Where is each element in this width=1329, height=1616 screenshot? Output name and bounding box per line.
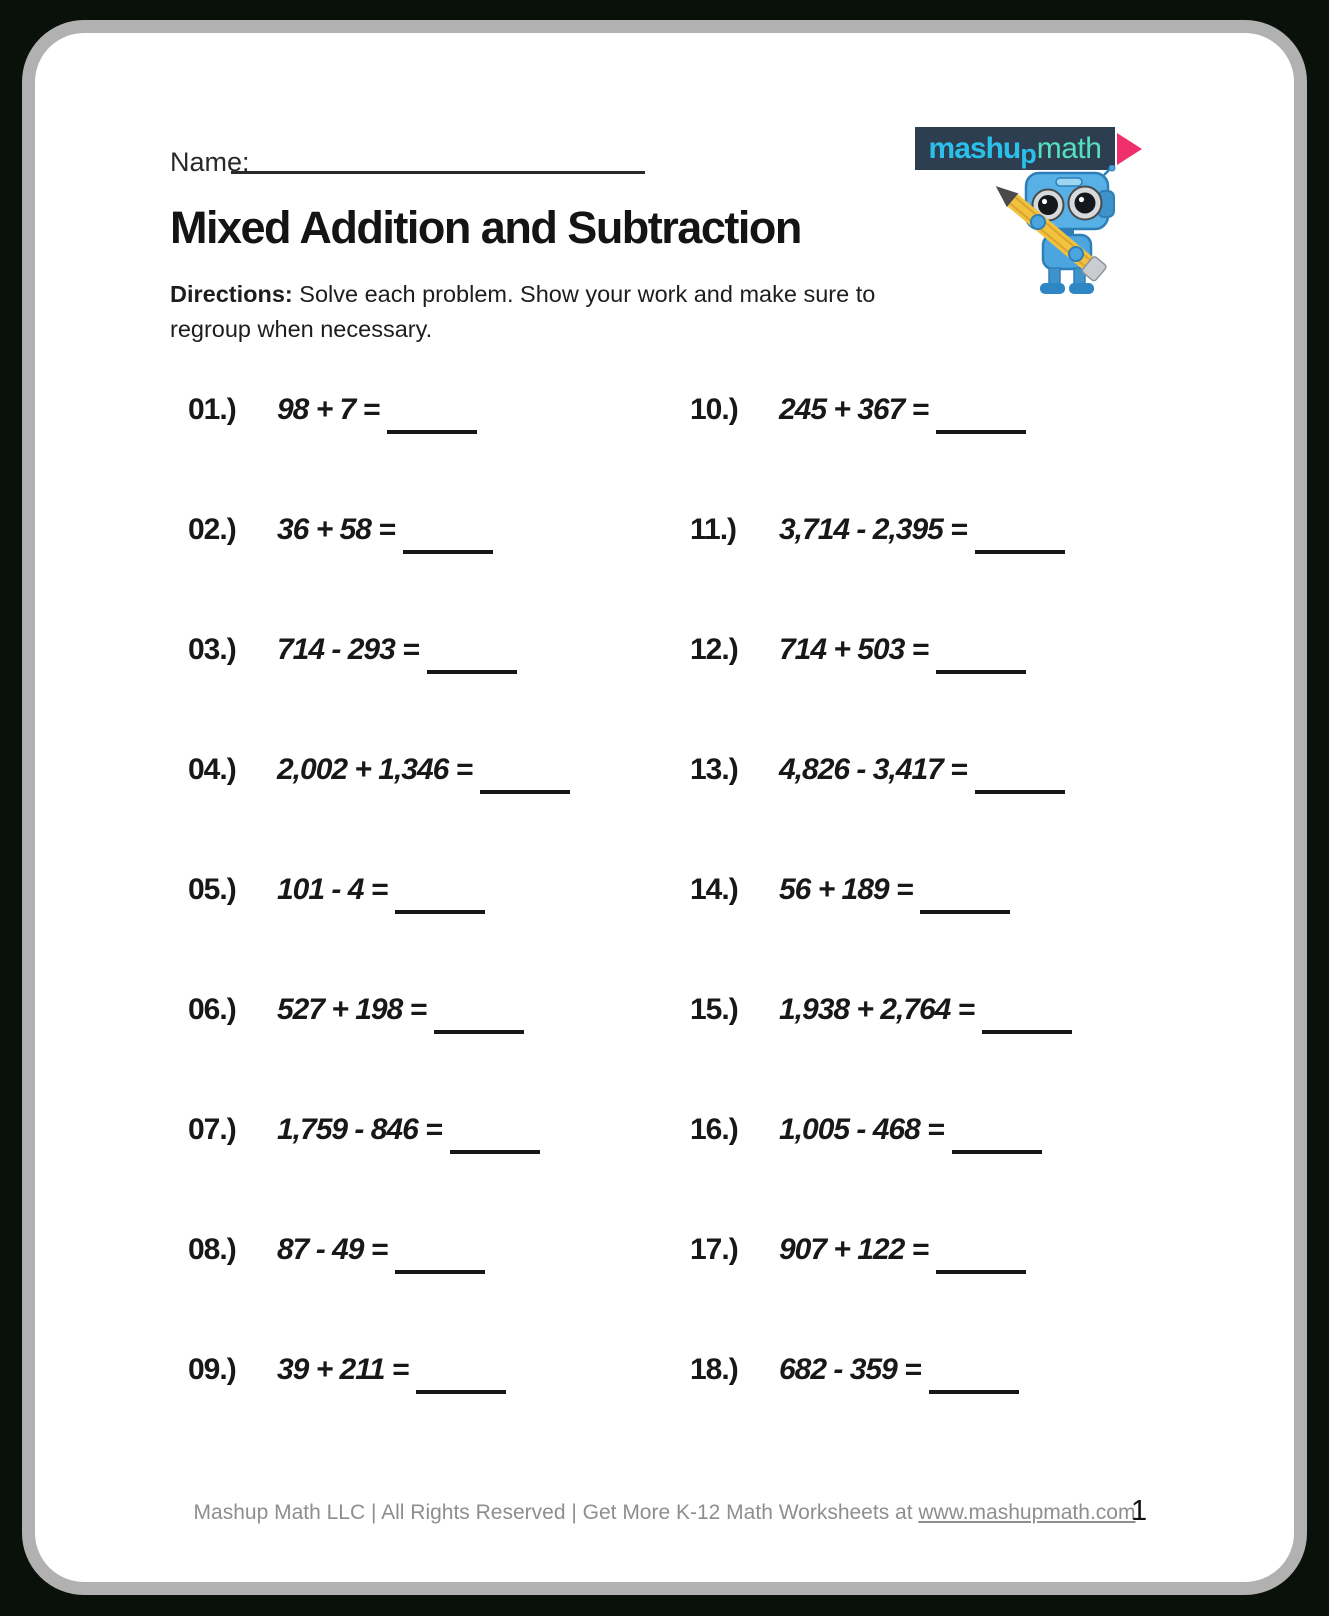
problem-row [690, 1233, 1072, 1353]
problems-column-left [188, 393, 570, 1473]
problem-row [690, 633, 1072, 753]
problem-row [188, 753, 570, 873]
problem-expression: 907 + 122 = [779, 1233, 929, 1266]
problem-expression: 101 - 4 = [277, 873, 388, 906]
problem-row [188, 993, 570, 1113]
problem-expression: 682 - 359 = [779, 1353, 921, 1386]
problem-number: 14.) [690, 873, 738, 906]
problem-row [690, 753, 1072, 873]
answer-blank[interactable] [395, 1233, 485, 1274]
problem-number: 07.) [188, 1113, 236, 1146]
problem-row [188, 513, 570, 633]
footer-link[interactable]: www.mashupmath.com [918, 1501, 1136, 1524]
answer-blank[interactable] [936, 1233, 1026, 1274]
problem-number: 08.) [188, 1233, 236, 1266]
page-title: Mixed Addition and Subtraction [170, 202, 801, 253]
problem-expression: 1,759 - 846 = [277, 1113, 442, 1146]
name-line[interactable] [231, 143, 645, 174]
problem-number: 06.) [188, 993, 236, 1026]
problem-number: 15.) [690, 993, 738, 1026]
answer-blank[interactable] [403, 513, 493, 554]
problem-row [690, 1113, 1072, 1233]
answer-blank[interactable] [975, 753, 1065, 794]
problem-row [188, 1113, 570, 1233]
answer-blank[interactable] [387, 393, 477, 434]
problem-expression: 56 + 189 = [779, 873, 913, 906]
problem-expression: 527 + 198 = [277, 993, 427, 1026]
problem-number: 02.) [188, 513, 236, 546]
directions-label: Directions: [170, 281, 293, 307]
problem-expression: 245 + 367 = [779, 393, 929, 426]
answer-blank[interactable] [929, 1353, 1019, 1394]
problem-row [188, 393, 570, 513]
problem-expression: 714 - 293 = [277, 633, 419, 666]
problem-number: 18.) [690, 1353, 738, 1386]
problem-number: 01.) [188, 393, 236, 426]
problem-expression: 4,826 - 3,417 = [779, 753, 967, 786]
problem-expression: 36 + 58 = [277, 513, 395, 546]
problem-number: 11.) [690, 513, 737, 546]
problem-row [690, 873, 1072, 993]
problem-expression: 2,002 + 1,346 = [277, 753, 473, 786]
problem-expression: 3,714 - 2,395 = [779, 513, 967, 546]
logo-text-mashu: mashu [928, 131, 1021, 165]
name-label: Name: [170, 147, 250, 177]
problem-number: 13.) [690, 753, 738, 786]
problem-expression: 87 - 49 = [277, 1233, 388, 1266]
answer-blank[interactable] [936, 393, 1026, 434]
answer-blank[interactable] [416, 1353, 506, 1394]
problem-expression: 39 + 211 = [277, 1353, 409, 1386]
problem-row [690, 513, 1072, 633]
problem-row [188, 873, 570, 993]
problem-number: 03.) [188, 633, 236, 666]
problem-number: 16.) [690, 1113, 738, 1146]
problem-row [690, 1353, 1072, 1473]
worksheet-page [22, 20, 1307, 1595]
problem-number: 09.) [188, 1353, 236, 1386]
problem-row [690, 393, 1072, 513]
problem-expression: 1,938 + 2,764 = [779, 993, 975, 1026]
problem-expression: 98 + 7 = [277, 393, 380, 426]
answer-blank[interactable] [434, 993, 524, 1034]
problem-expression: 714 + 503 = [779, 633, 929, 666]
problem-row [188, 1353, 570, 1473]
problem-number: 05.) [188, 873, 236, 906]
answer-blank[interactable] [395, 873, 485, 914]
problem-number: 12.) [690, 633, 738, 666]
answer-blank[interactable] [450, 1113, 540, 1154]
mashupmath-logo [915, 127, 1115, 170]
answer-blank[interactable] [982, 993, 1072, 1034]
footer-text: Mashup Math LLC | All Rights Reserved | Get More K-12 Math Worksheets at www.mashupmath.com [193, 1501, 1136, 1524]
answer-blank[interactable] [952, 1113, 1042, 1154]
problem-number: 10.) [690, 393, 738, 426]
problem-expression: 1,005 - 468 = [779, 1113, 944, 1146]
problem-row [188, 1233, 570, 1353]
logo-text-math: math [1036, 131, 1102, 165]
problem-number: 04.) [188, 753, 236, 786]
answer-blank[interactable] [480, 753, 570, 794]
robot-mascot-image [988, 165, 1130, 301]
page-number: 1 [1131, 1495, 1148, 1527]
problem-row [188, 633, 570, 753]
answer-blank[interactable] [427, 633, 517, 674]
answer-blank[interactable] [936, 633, 1026, 674]
problem-number: 17.) [690, 1233, 738, 1266]
answer-blank[interactable] [975, 513, 1065, 554]
play-triangle-icon [1117, 133, 1142, 165]
directions-text: Directions: Solve each problem. Show your work and make sure to regroup when necessary. [170, 281, 876, 342]
answer-blank[interactable] [920, 873, 1010, 914]
problems-column-right [690, 393, 1072, 1473]
problem-row [690, 993, 1072, 1113]
logo-text-p: p [1020, 139, 1037, 169]
